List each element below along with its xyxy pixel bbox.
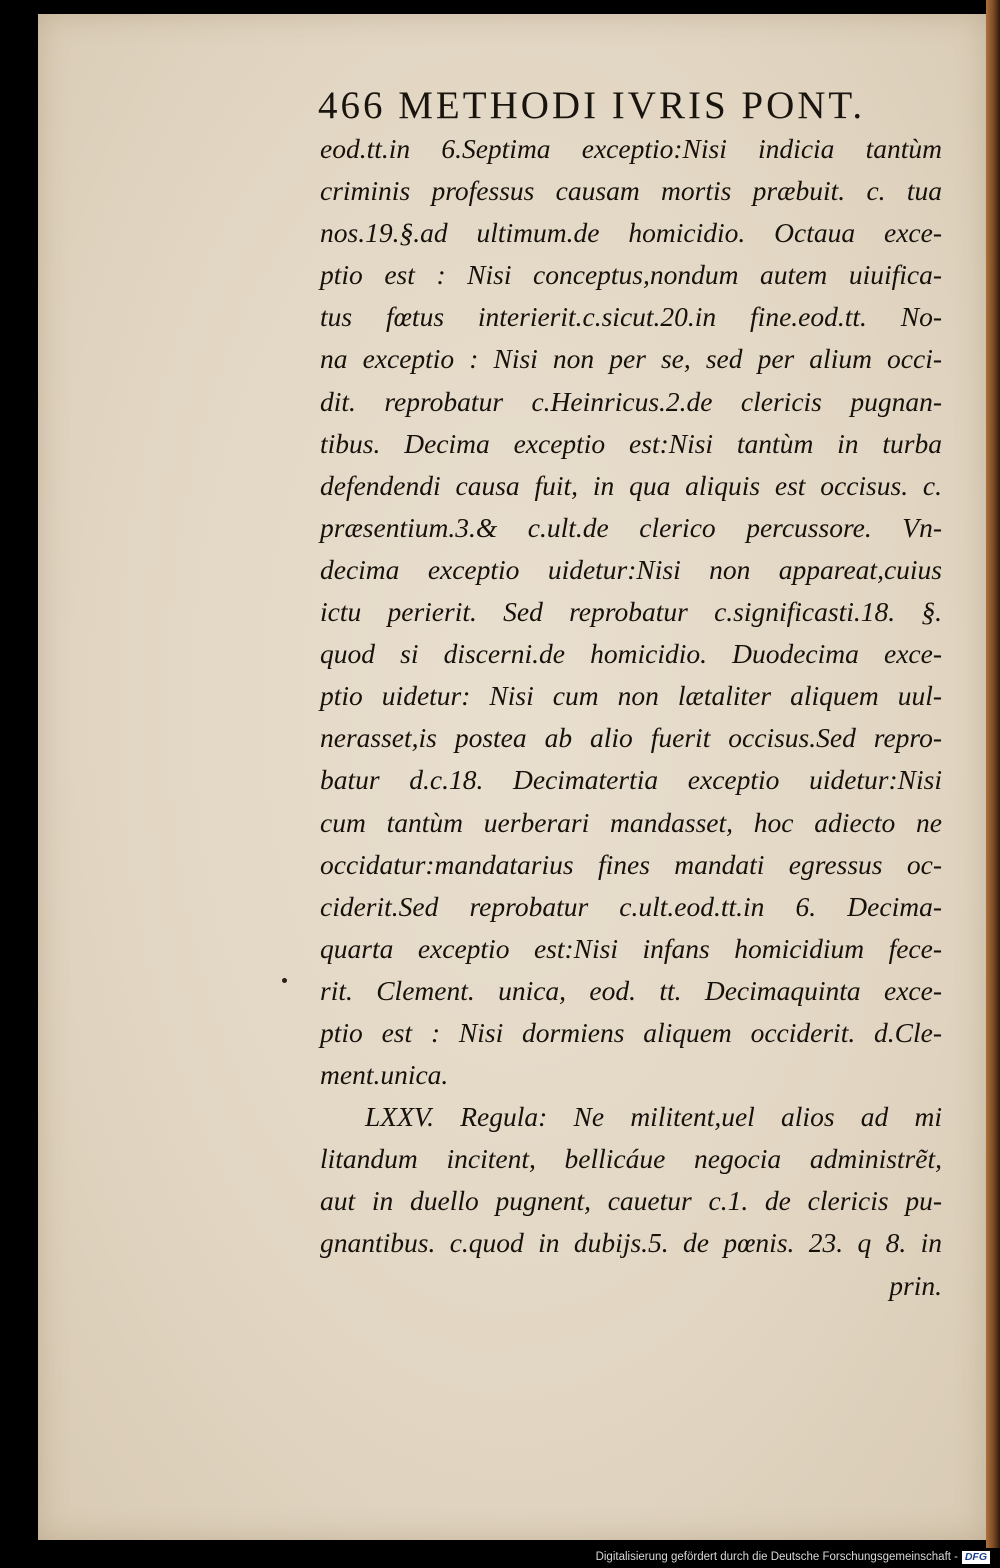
page-edge	[986, 0, 1000, 1548]
text-line: gnantibus. c.quod in dubijs.5. de pœnis. 23. q 8. in	[320, 1227, 942, 1259]
text-line: cum tantùm uerberari mandasset, hoc adiecto ne	[320, 806, 942, 838]
text-line: nerasset,is postea ab alio fuerit occisus.Sed repro-	[320, 722, 942, 754]
text-line: dit. reprobatur c.Heinricus.2.de clericis pugnan-	[320, 385, 942, 417]
text-line: decima exceptio uidetur:Nisi non appareat,cuius	[320, 553, 942, 585]
text-line: ment.unica.	[320, 1059, 449, 1091]
text-line: na exceptio : Nisi non per se, sed per alium occi-	[320, 343, 942, 375]
text-line: criminis professus causam mortis præbuit. c. tua	[320, 175, 942, 207]
running-head: 466 METHODI IVRIS PONT.	[318, 84, 866, 127]
text-line: ptio est : Nisi conceptus,nondum autem uiuifica-	[320, 259, 942, 291]
catchword: prin.	[889, 1269, 942, 1301]
text-line: occidatur:mandatarius fines mandati egressus oc-	[320, 848, 942, 880]
text-line: quarta exceptio est:Nisi infans homicidium fece-	[320, 932, 942, 964]
text-line: præsentium.3.& c.ult.de clerico percussore. Vn-	[320, 511, 942, 543]
body-text	[320, 128, 942, 1307]
margin-mark	[282, 978, 287, 983]
text-line: tus fœtus interierit.c.sicut.20.in fine.eod.tt. No-	[320, 301, 942, 333]
text-line: defendendi causa fuit, in qua aliquis est occisus. c.	[320, 469, 942, 501]
digitization-footer	[0, 1548, 1000, 1568]
text-line: ciderit.Sed reprobatur c.ult.eod.tt.in 6. Decima-	[320, 890, 942, 922]
dfg-logo: DFG	[962, 1551, 990, 1564]
text-line: quod si discerni.de homicidio. Duodecima exce-	[320, 638, 942, 670]
text-line: litandum incitent, bellicáue negocia administrẽt,	[320, 1143, 942, 1175]
funding-credit: Digitalisierung gefördert durch die Deutsche Forschungsgemeinschaft -	[595, 1551, 958, 1563]
text-line: batur d.c.18. Decimatertia exceptio uidetur:Nisi	[320, 764, 942, 796]
text-line: aut in duello pugnent, cauetur c.1. de clericis pu-	[320, 1185, 942, 1217]
text-line: eod.tt.in 6.Septima exceptio:Nisi indicia tantùm	[320, 133, 942, 164]
text-line: ptio est : Nisi dormiens aliquem occiderit. d.Cle-	[320, 1016, 942, 1048]
text-line: LXXV. Regula: Ne militent,uel alios ad mi	[365, 1101, 942, 1133]
text-line: nos.19.§.ad ultimum.de homicidio. Octaua exce-	[320, 217, 942, 249]
text-line: rit. Clement. unica, eod. tt. Decimaquinta exce-	[320, 974, 942, 1006]
text-line: tibus. Decima exceptio est:Nisi tantùm in turba	[320, 427, 942, 459]
text-line: ictu perierit. Sed reprobatur c.significasti.18. §.	[320, 596, 942, 628]
text-line: ptio uidetur: Nisi cum non lætaliter aliquem uul-	[320, 680, 942, 712]
